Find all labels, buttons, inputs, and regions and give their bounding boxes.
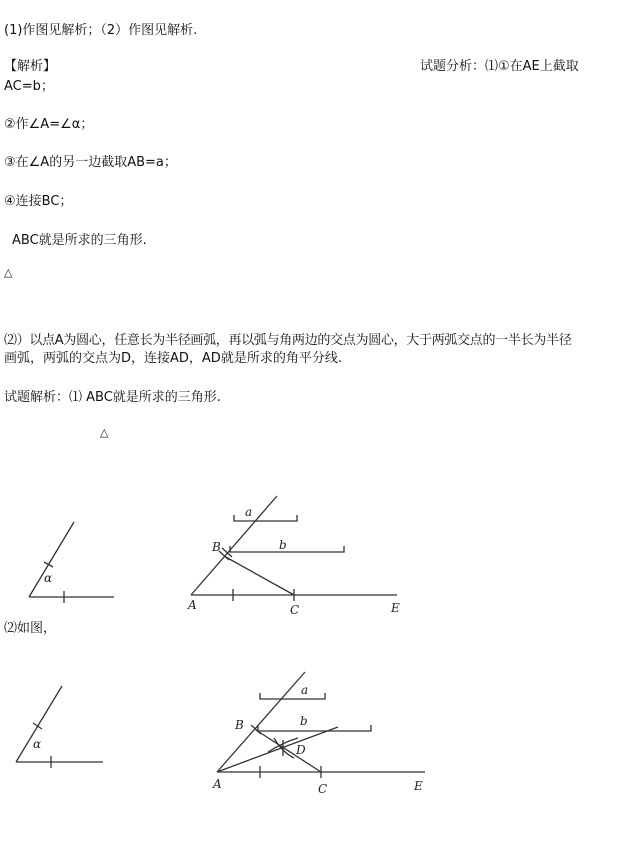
answer-line: (1)作图见解析；（2）作图见解析.	[4, 23, 198, 38]
part2-line2: 画弧，两弧的交点为D，连接AD，AD就是所求的角平分线.	[4, 351, 342, 366]
label-a-2: a	[301, 683, 309, 697]
label-alpha-2: α	[33, 737, 42, 751]
label-E-2: E	[414, 779, 423, 793]
angle-alpha-figure-1	[29, 522, 114, 603]
part2-line1: ⑵）以点A为圆心，任意长为半径画弧，再以弧与角两边的交点为圆心，大于两弧交点的一半长为半径	[4, 333, 572, 348]
bisector-construction-figure	[217, 672, 425, 778]
angle-alpha-figure-2	[16, 686, 103, 768]
label-A-1: A	[188, 598, 197, 612]
solution-part2-label: ⑵如图，	[4, 621, 57, 636]
solution-triangle-mark: △	[100, 426, 109, 439]
label-E-1: E	[391, 601, 400, 615]
label-b-2: b	[300, 714, 308, 728]
analysis-step1-cont: AC=b；	[4, 79, 54, 94]
analysis-conclusion: ABC就是所求的三角形.	[12, 233, 147, 248]
analysis-step4: ④连接BC；	[4, 194, 73, 209]
label-alpha-1: α	[44, 571, 53, 585]
analysis-heading: 【解析】	[4, 59, 57, 74]
analysis-triangle-mark: △	[4, 266, 13, 279]
label-B-2: B	[235, 718, 244, 732]
label-A-2: A	[213, 777, 222, 791]
label-D: D	[296, 743, 306, 757]
solution-line: 试题解析：⑴ ABC就是所求的三角形.	[4, 390, 221, 405]
analysis-step3: ③在∠A的另一边截取AB=a；	[4, 155, 177, 170]
analysis-intro: 试题分析：⑴①在AE上截取	[420, 59, 579, 74]
label-C-1: C	[290, 603, 300, 617]
label-B-1: B	[212, 540, 221, 554]
analysis-step2: ②作∠A=∠α；	[4, 117, 94, 132]
triangle-construction-figure	[191, 496, 397, 601]
label-C-2: C	[318, 782, 328, 796]
label-a-1: a	[245, 505, 253, 519]
label-b-1: b	[279, 538, 287, 552]
